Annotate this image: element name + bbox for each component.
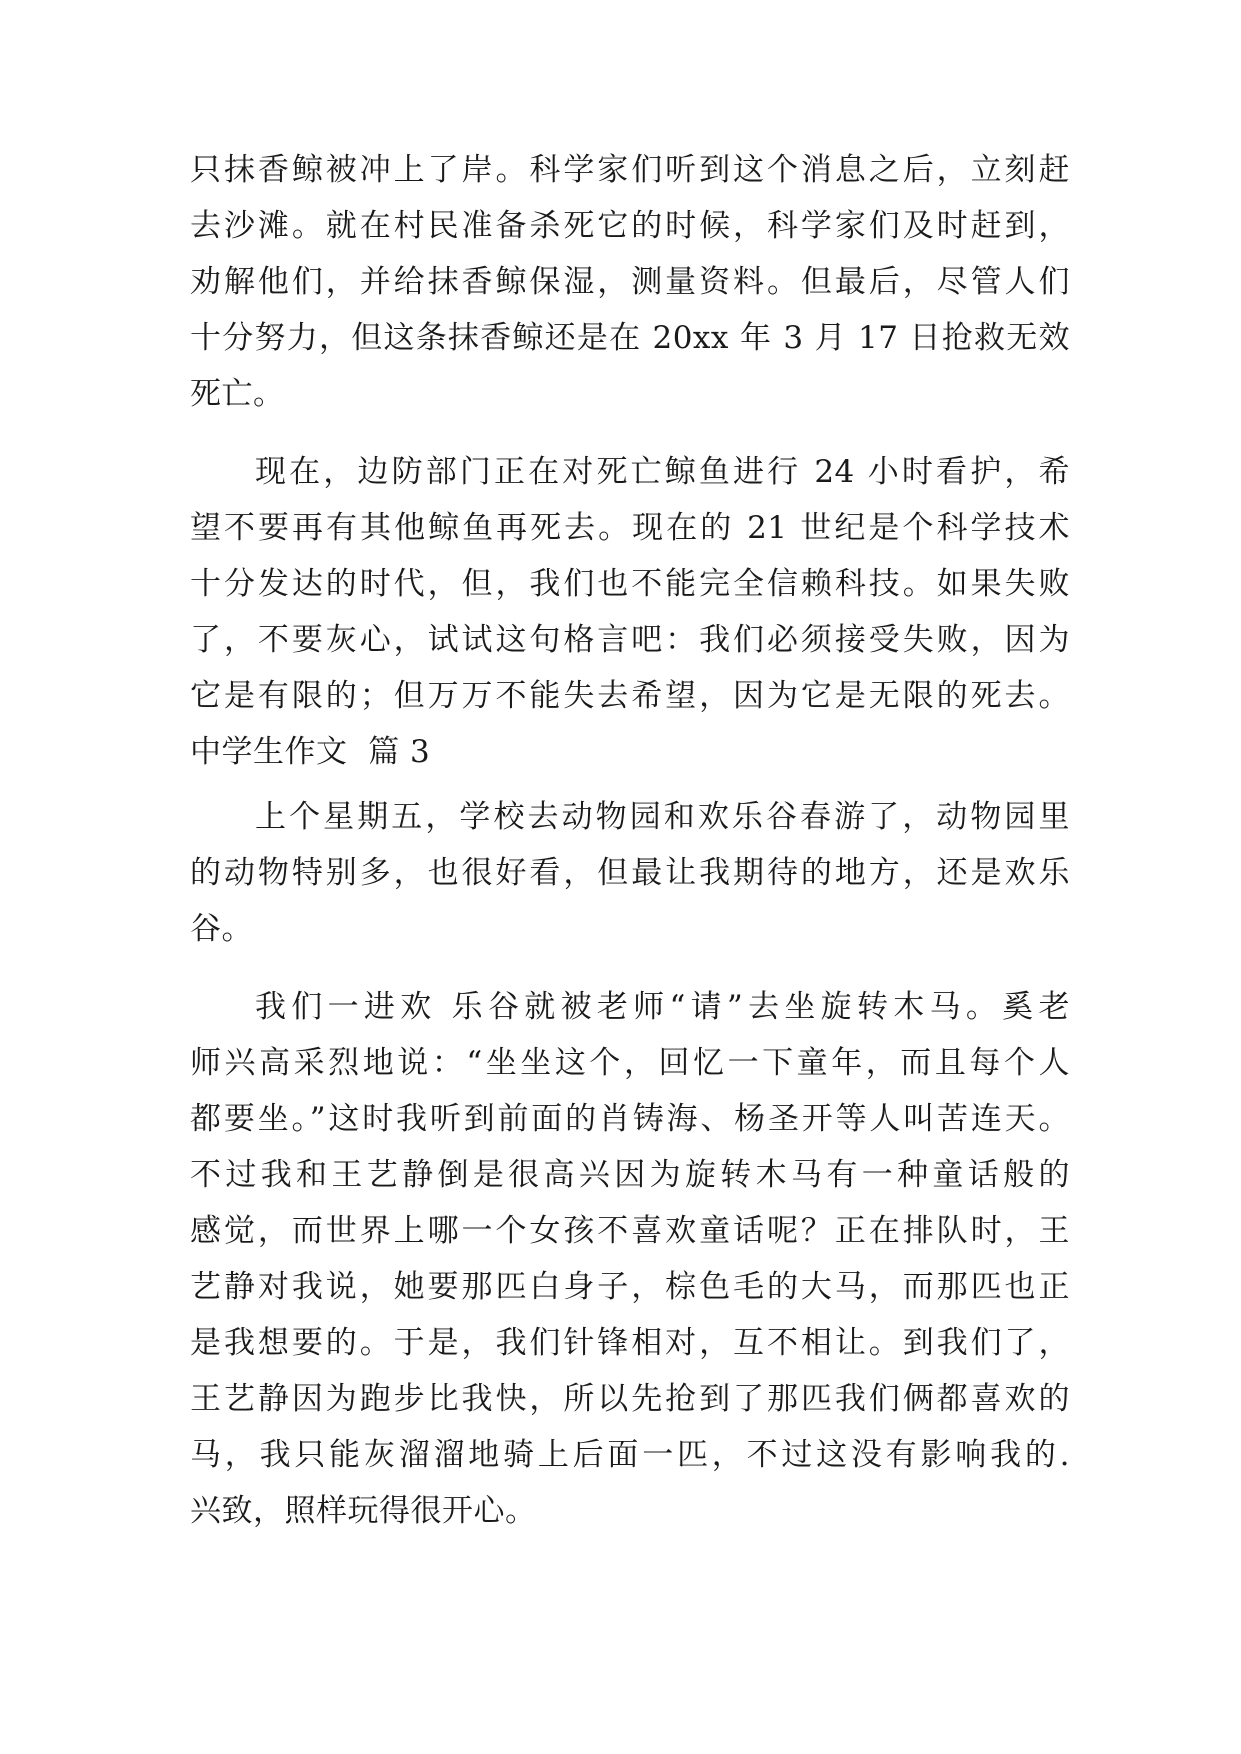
text-line: 十分努力，但这条抹香鲸还是在 20xx 年 3 月 17 日抢救无效 [190,320,1070,356]
text-line: 上个星期五，学校去动物园和欢乐谷春游了，动物园里 [255,799,1070,835]
text-line: 都要坐。”这时我听到前面的肖铸海、杨圣开等人叫苦连天。 [190,1101,1070,1137]
text-line: 师兴高采烈地说：“坐坐这个，回忆一下童年，而且每个人 [190,1045,1070,1081]
text-line: 去沙滩。就在村民准备杀死它的时候，科学家们及时赶到， [190,208,1070,244]
text-line: 不过我和王艺静倒是很高兴因为旋转木马有一种童话般的 [190,1157,1070,1193]
text-line: 望不要再有其他鲸鱼再死去。现在的 21 世纪是个科学技术 [190,510,1070,546]
text-line: 艺静对我说，她要那匹白身子，棕色毛的大马，而那匹也正 [190,1269,1070,1305]
text-line: 它是有限的；但万万不能失去希望，因为它是无限的死去。 [190,678,1070,714]
text-line: 死亡。 [190,376,285,412]
section-heading: 中学生作文 篇 3 [190,734,431,770]
text-line: 马，我只能灰溜溜地骑上后面一匹，不过这没有影响我的. [190,1437,1070,1473]
text-line: 王艺静因为跑步比我快，所以先抢到了那匹我们俩都喜欢的 [190,1381,1070,1417]
text-line: 十分发达的时代，但，我们也不能完全信赖科技。如果失败 [190,566,1070,602]
text-line: 感觉，而世界上哪一个女孩不喜欢童话呢？正在排队时，王 [190,1213,1070,1249]
text-line: 是我想要的。于是，我们针锋相对，互不相让。到我们了， [190,1325,1070,1361]
text-line: 劝解他们，并给抹香鲸保湿，测量资料。但最后，尽管人们 [190,264,1070,300]
text-line: 兴致，照样玩得很开心。 [190,1493,537,1529]
text-line: 谷。 [190,911,253,947]
text-line: 了，不要灰心，试试这句格言吧：我们必须接受失败，因为 [190,622,1070,658]
text-line: 的动物特别多，也很好看，但最让我期待的地方，还是欢乐 [190,855,1070,891]
text-line: 我们一进欢 乐谷就被老师“请”去坐旋转木马。奚老 [255,989,1070,1025]
text-line: 只抹香鲸被冲上了岸。科学家们听到这个消息之后，立刻赶 [190,152,1070,188]
text-line: 现在，边防部门正在对死亡鲸鱼进行 24 小时看护，希 [255,454,1070,490]
